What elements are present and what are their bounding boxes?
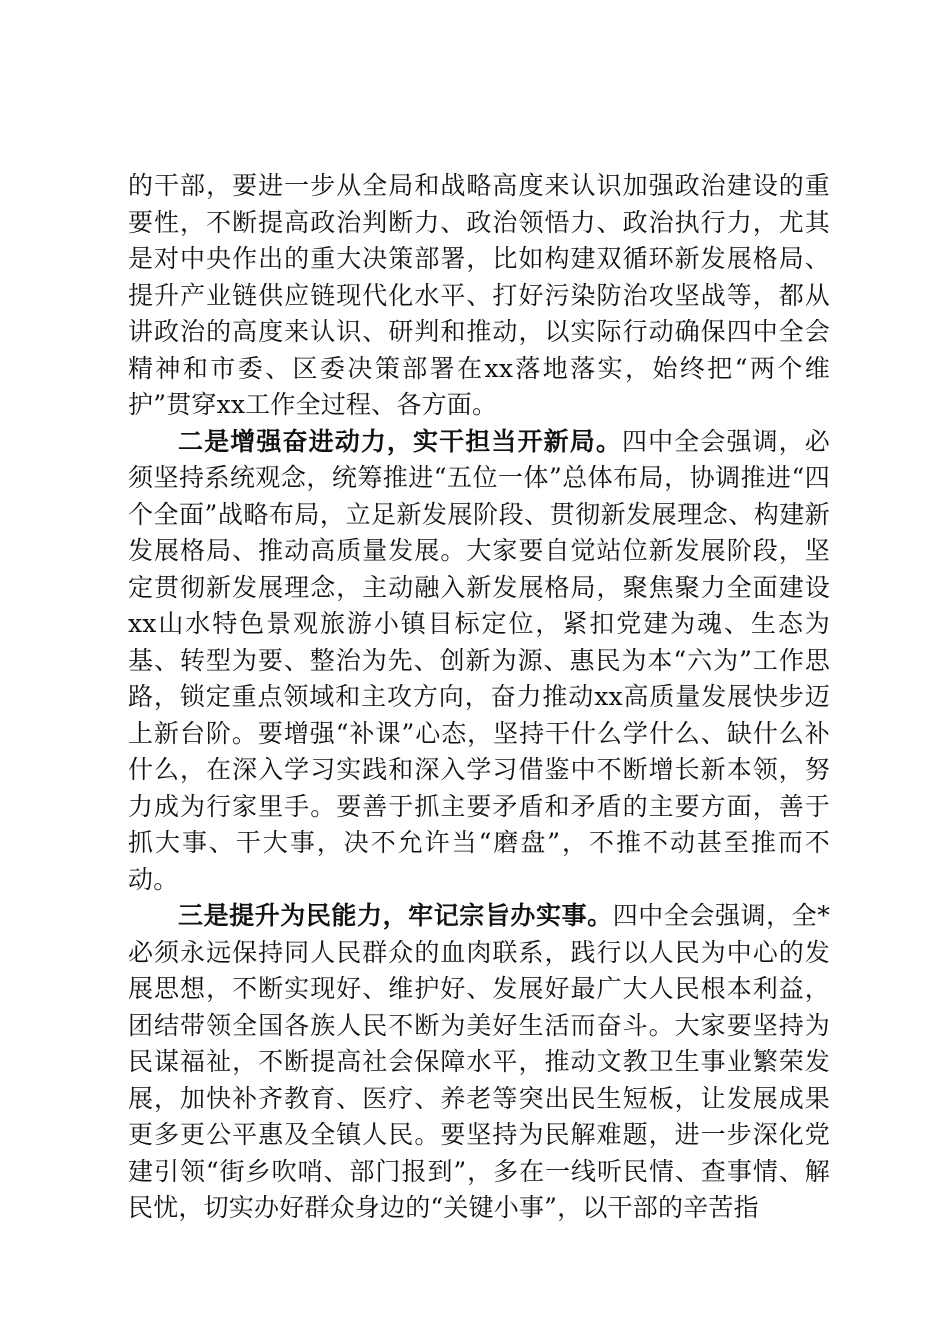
paragraph-text: 的干部，要进一步从全局和战略高度来认识加强政治建设的重要性，不断提高政治判断力、政治领悟力、政治执行力，尤其是对中央作出的重大决策部署，比如构建双循环新发展格局、提升产业链供应链现代化水平、打好污染防治攻坚战等，都从讲政治的高度来认识、研判和推动，以实际行动确保四中全会精神和市委、区委决策部署在xx落地落实，始终把“两个维护”贯穿xx工作全过程、各方面。	[128, 171, 830, 419]
paragraph-lead-heading: 二是增强奋进动力，实干担当开新局。	[178, 426, 622, 456]
paragraph-continuation	[128, 168, 830, 424]
paragraph-lead-heading: 三是提升为民能力，牢记宗旨办实事。	[178, 901, 613, 930]
paragraph-text: 四中全会强调，全*必须永远保持同人民群众的血肉联系，践行以人民为中心的发展思想，不断实现好、维护好、发展好最广大人民根本利益，团结带领全国各族人民不断为美好生活而奋斗。大家要坚持为民谋福祉，不断提高社会保障水平，推动文教卫生事业繁荣发展，加快补齐教育、医疗、养老等突出民生短板，让发展成果更多更公平惠及全镇人民。要坚持为民解难题，进一步深化党建引领“街乡吹哨、部门报到”，多在一线听民情、查事情、解民忧，切实办好群众身边的“关键小事”，以干部的辛苦指	[128, 901, 830, 1222]
document-body	[128, 168, 830, 1227]
paragraph-text: 四中全会强调，必须坚持系统观念，统筹推进“五位一体”总体布局，协调推进“四个全面”战略布局，立足新发展阶段、贯彻新发展理念、构建新发展格局、推动高质量发展。大家要自觉站位新发展阶段，坚定贯彻新发展理念，主动融入新发展格局，聚焦聚力全面建设xx山水特色景观旅游小镇目标定位，紧扣党建为魂、生态为基、转型为要、整治为先、创新为源、惠民为本“六为”工作思路，锁定重点领域和主攻方向，奋力推动xx高质量发展快步迈上新台阶。要增强“补课”心态，坚持干什么学什么、缺什么补什么，在深入学习实践和深入学习借鉴中不断增长新本领，努力成为行家里手。要善于抓主要矛盾和矛盾的主要方面，善于抓大事、干大事，决不允许当“磨盘”，不推不动甚至推而不动。	[128, 426, 830, 894]
paragraph-point-two	[128, 424, 830, 899]
paragraph-point-three	[128, 898, 830, 1227]
